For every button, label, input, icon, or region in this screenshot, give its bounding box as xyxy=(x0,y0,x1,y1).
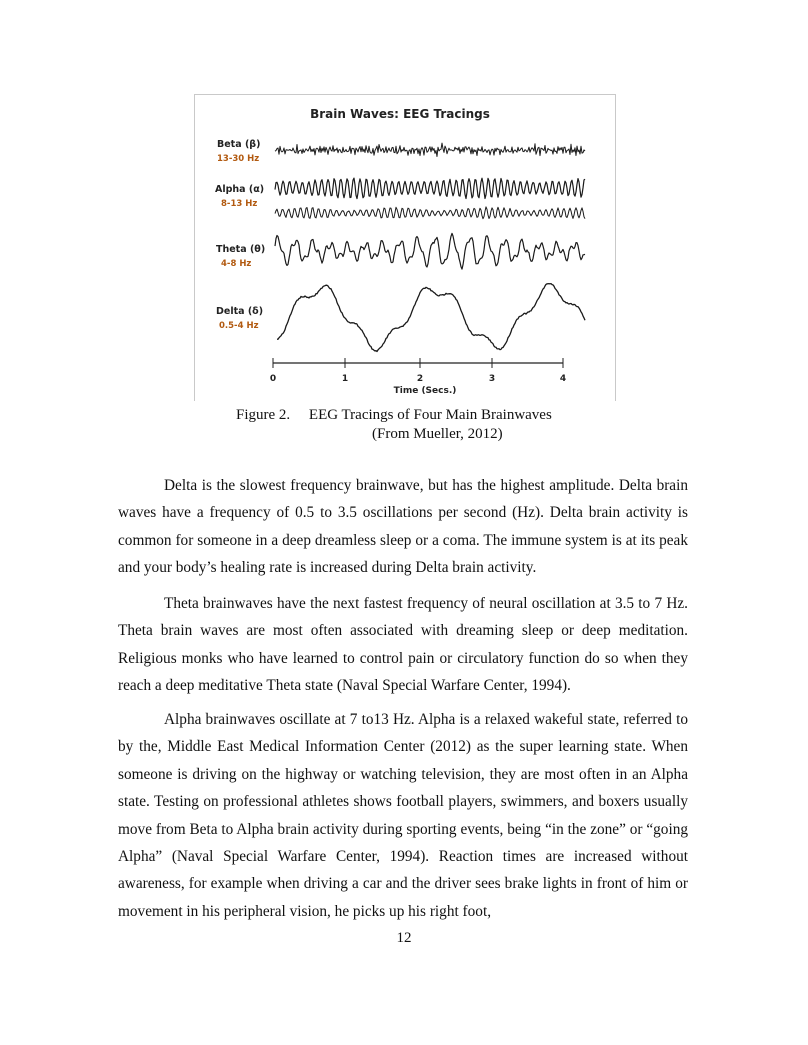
paragraph-theta: Theta brainwaves have the next fastest frequency of neural oscillation at 3.5 to 7 Hz. Theta brain waves are most often associated with dreaming sleep or deep meditation. Religious monks who have learned to control pain or circulatory function do so when they reach a deep meditative Theta state (Naval Special Warfare Center, 1994). xyxy=(118,595,688,695)
eeg-figure xyxy=(194,94,616,401)
page-number: 12 xyxy=(396,930,412,946)
band-label-theta: Theta (θ) xyxy=(216,244,266,255)
band-range-alpha: 8-13 Hz xyxy=(221,199,258,209)
band-range-delta: 0.5-4 Hz xyxy=(219,321,259,331)
paragraph-delta: Delta is the slowest frequency brainwave, but has the highest amplitude. Delta brain waves have a frequency of 0.5 to 3.5 oscillations per second (Hz). Delta brain activity is common for someone in a deep dreamless sleep or a coma. The immune system is at its peak and your body’s healing rate is increased during Delta brain activity. xyxy=(118,477,688,577)
band-range-beta: 13-30 Hz xyxy=(217,154,260,164)
time-axis-title: Time (Secs.) xyxy=(393,386,457,396)
tick-label: 0 xyxy=(269,374,277,384)
caption-line-2: (From Mueller, 2012) xyxy=(372,426,503,442)
delta-wave-trace xyxy=(277,284,585,352)
tick-label: 3 xyxy=(488,374,496,384)
figure-title: Brain Waves: EEG Tracings xyxy=(310,107,490,121)
theta-wave-trace xyxy=(275,233,585,269)
band-label-delta: Delta (δ) xyxy=(216,306,264,317)
band-label-beta: Beta (β) xyxy=(217,139,261,150)
band-range-theta: 4-8 Hz xyxy=(221,259,252,269)
tick-label: 2 xyxy=(416,374,424,384)
alpha-wave-trace-secondary xyxy=(275,207,585,219)
alpha-wave-trace xyxy=(275,178,585,199)
eeg-tracings-image xyxy=(195,95,615,401)
paragraph-alpha: Alpha brainwaves oscillate at 7 to13 Hz. Alpha is a relaxed wakeful state, referred to by the, Middle East Medical Information Center (2012) as the super learning state. When someone is driving on the highway or watching television, they are most often in an Alpha state. Testing on professional athletes shows football players, swimmers, and boxers usually move from Beta to Alpha brain activity during sporting events, being “in the zone” or “going Alpha” (Naval Special Warfare Center, 1994). Reaction times are increased without awareness, for example when driving a car and the driver sees brake lights in front of him or movement in his peripheral vision, he picks up his right foot, xyxy=(118,711,688,920)
beta-wave-trace xyxy=(275,143,585,156)
tick-label: 4 xyxy=(559,374,567,384)
caption-line-1: Figure 2. EEG Tracings of Four Main Brainwaves xyxy=(236,407,552,423)
band-label-alpha: Alpha (α) xyxy=(215,184,265,195)
tick-label: 1 xyxy=(341,374,349,384)
